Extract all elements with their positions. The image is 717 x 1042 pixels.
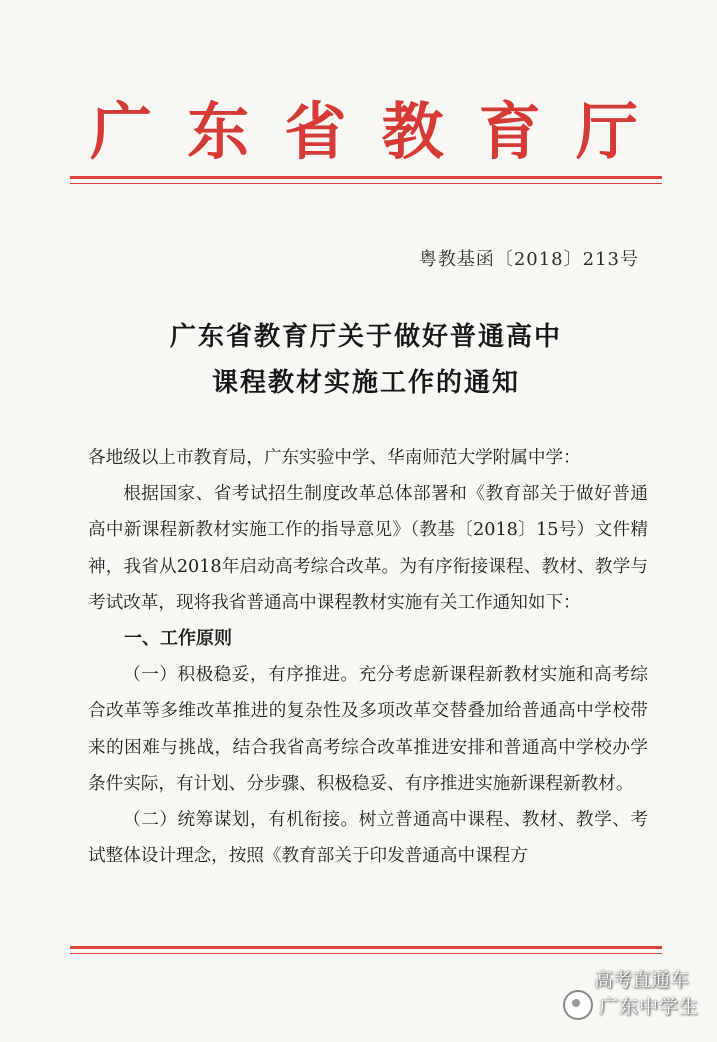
principle-text-1: 充分考虑新课程新教材实施和高考综合改革等多维改革推进的复杂性及多项改革交替叠加给普通高中学校带来的困难与挑战，结合我省高考综合改革推进安排和普通高中学校办学条件实际，有计划、分步骤、积极稳妥、有序推进实施新课程新教材。 bbox=[88, 665, 648, 794]
principle-lead-2: （二）统筹谋划，有机衔接。 bbox=[123, 810, 359, 831]
principle-text-2: 树立普通高中课程、教材、教学、考试整体设计理念，按照《教育部关于印发普通高中课程方 bbox=[88, 810, 648, 867]
letterhead-char: 育 bbox=[478, 95, 541, 168]
principle-paragraph-2 bbox=[88, 802, 648, 874]
document-number: 粤教基函〔2018〕213号 bbox=[418, 249, 639, 270]
footer-divider-thin bbox=[70, 953, 662, 954]
letterhead bbox=[90, 92, 638, 172]
salutation: 各地级以上市教育局，广东实验中学、华南师范大学附属中学： bbox=[88, 448, 581, 468]
document-title-line1: 广东省教育厅关于做好普通高中 bbox=[169, 322, 562, 352]
document-title-line2: 课程教材实施工作的通知 bbox=[211, 368, 520, 398]
watermark-line1: 高考直通车 bbox=[593, 969, 689, 991]
principle-paragraph-1 bbox=[88, 657, 648, 802]
document-body bbox=[88, 440, 648, 874]
letterhead-char: 东 bbox=[187, 95, 250, 168]
letterhead-char: 教 bbox=[381, 95, 444, 168]
section-heading: 一、工作原则 bbox=[124, 628, 232, 650]
footer-divider-thick bbox=[70, 946, 662, 949]
letterhead-char: 厅 bbox=[575, 95, 638, 168]
header-divider-thin bbox=[70, 183, 662, 184]
account-avatar-icon bbox=[563, 990, 593, 1020]
letterhead-char: 广 bbox=[90, 95, 153, 168]
watermark-line2: 广东中学生 bbox=[598, 995, 699, 1018]
watermark bbox=[563, 969, 699, 1020]
principle-lead-1: （一）积极稳妥，有序推进。 bbox=[123, 665, 359, 686]
intro-paragraph: 根据国家、省考试招生制度改革总体部署和《教育部关于做好普通高中新课程新教材实施工作的指导意见》（教基〔2018〕15号）文件精神，我省从2018年启动高考综合改革。为有序衔接课程、教材、教学与考试改革，现将我省普通高中课程教材实施有关工作通知如下： bbox=[88, 484, 648, 613]
header-divider-thick bbox=[70, 176, 662, 179]
letterhead-char: 省 bbox=[284, 95, 347, 168]
